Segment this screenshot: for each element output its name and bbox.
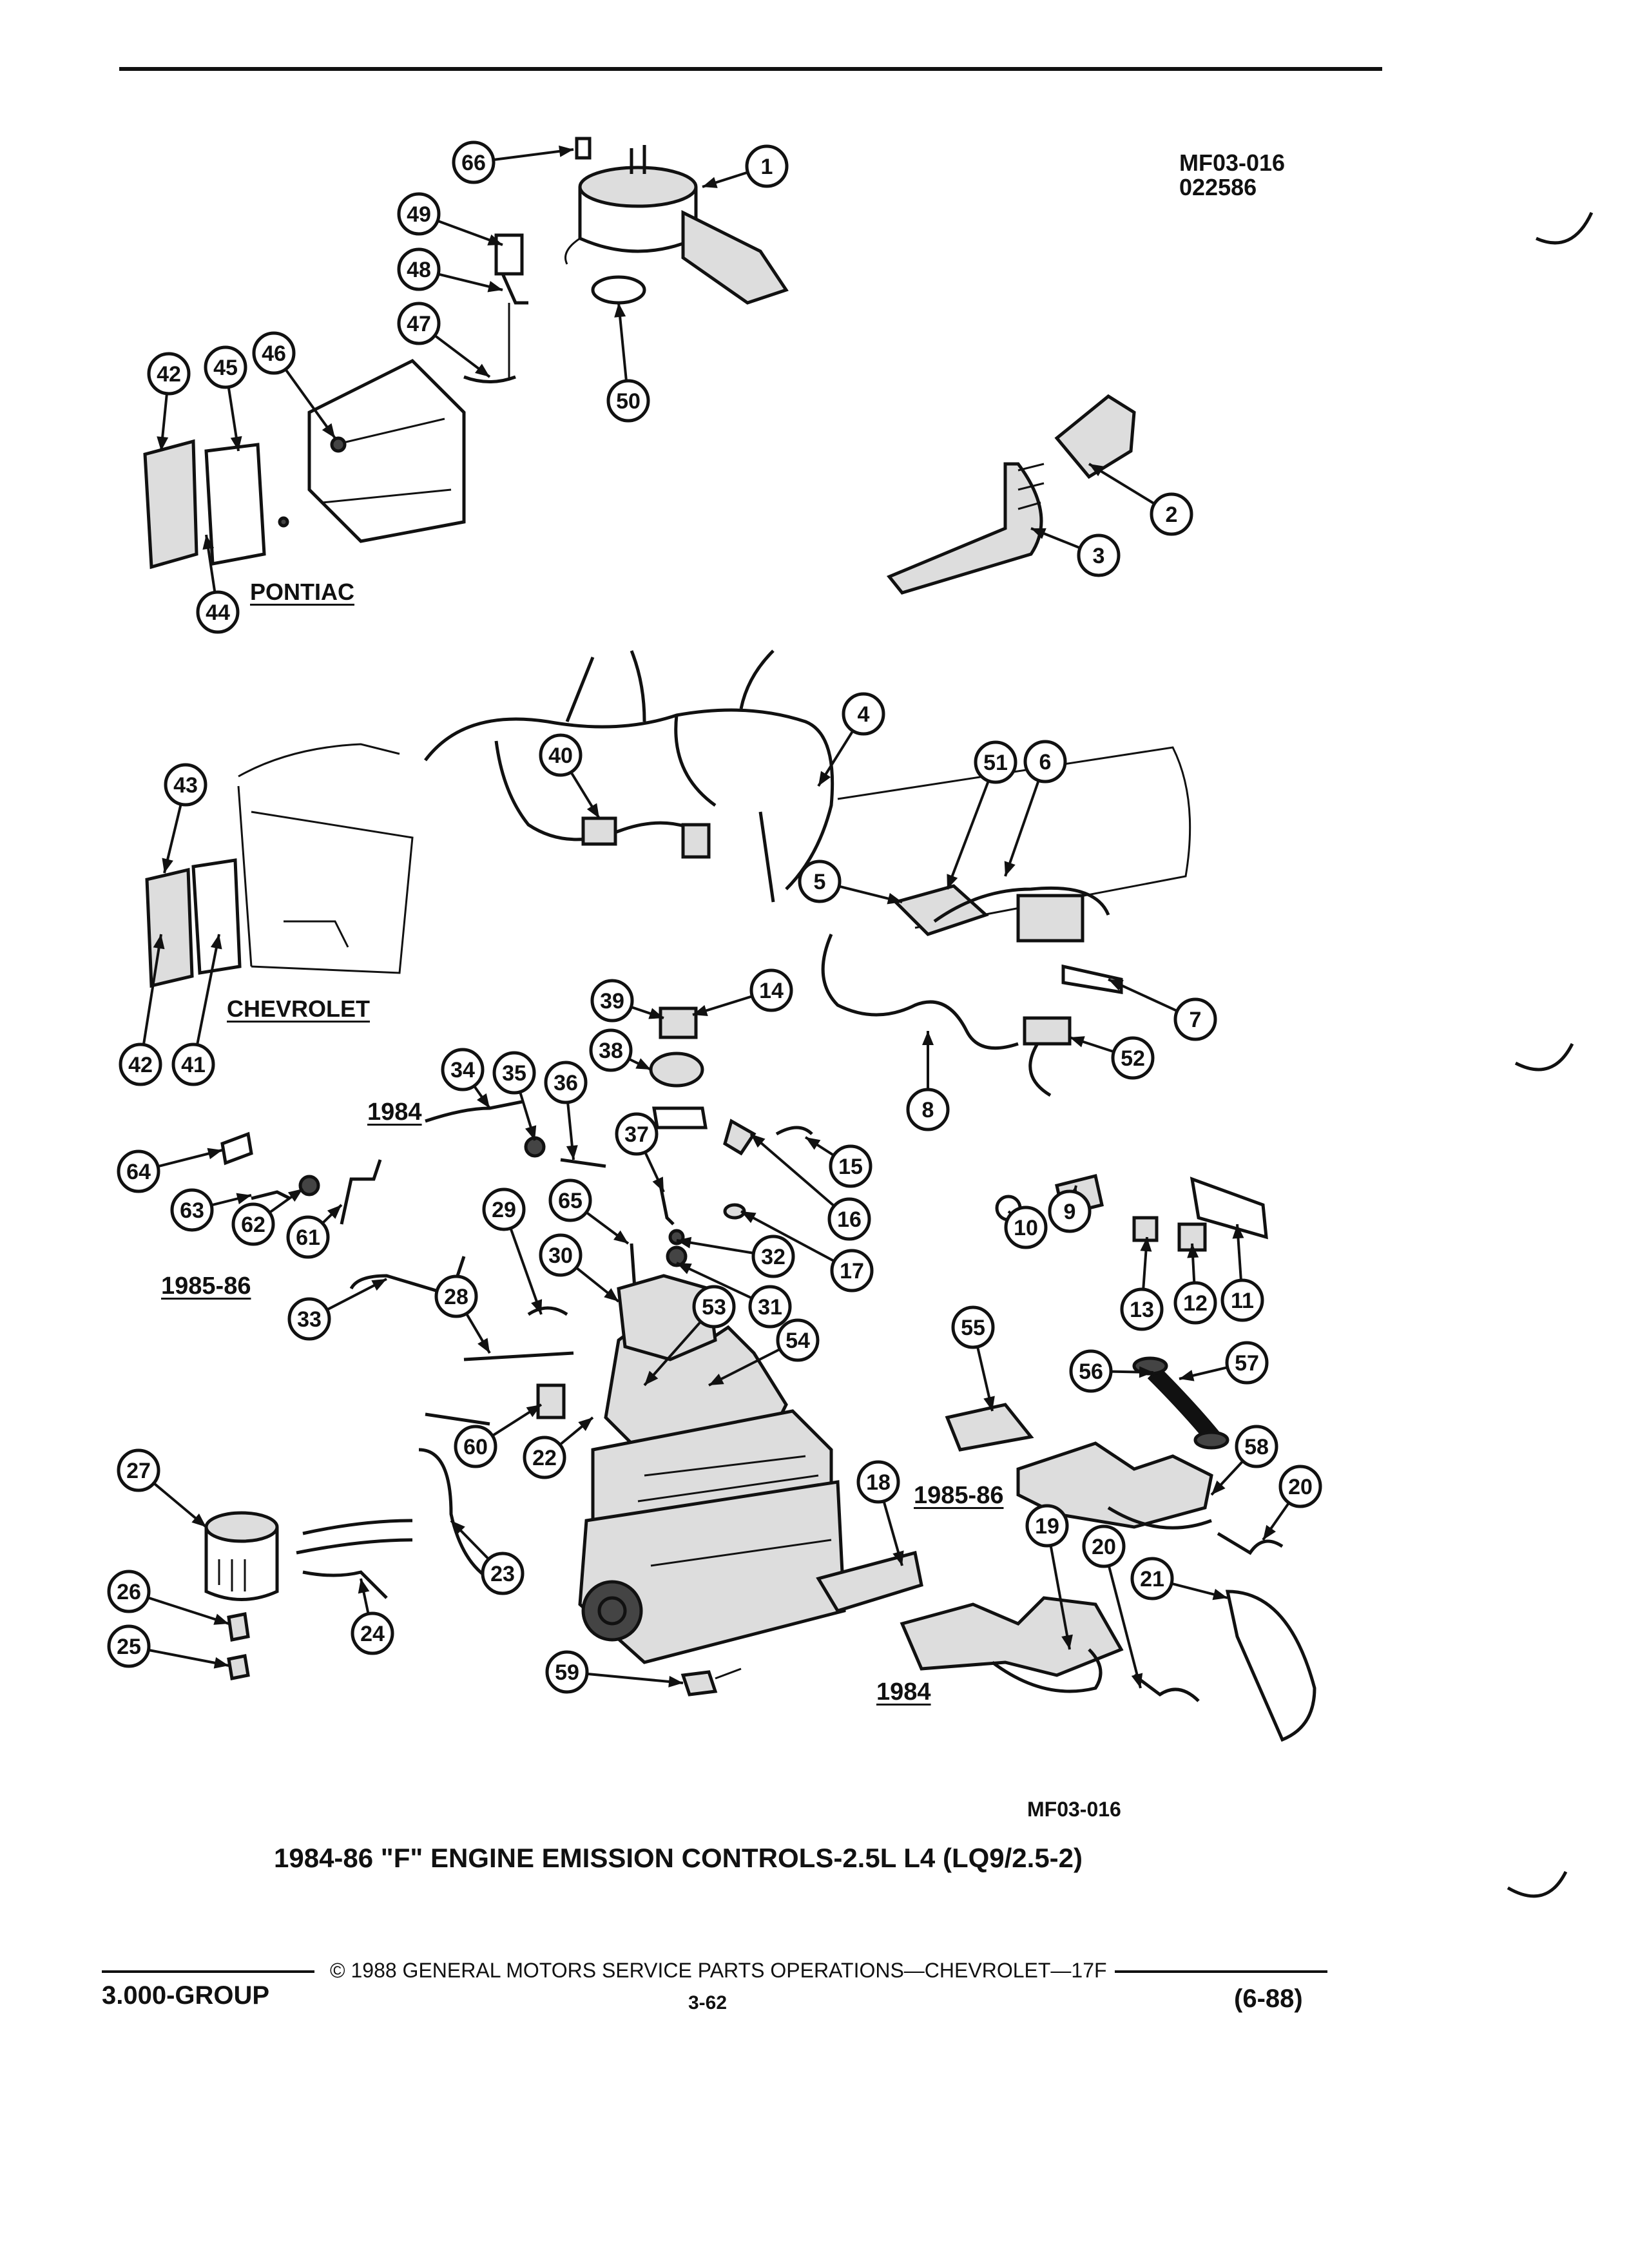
callout-number: 19 [1035,1514,1059,1539]
date-code-header: 022586 [1179,174,1257,200]
callout-14 [751,970,791,1010]
hose-fittings-drawing [660,1121,812,1224]
fittings-25-26-drawing [229,1614,248,1678]
pontiac-ecm-drawing [145,361,464,567]
callout-27 [119,1450,159,1490]
callout-49 [399,194,439,234]
year-1985-86-left-label: 1985-86 [161,1273,251,1300]
footer-rule-left [102,1970,314,1973]
callout-22 [525,1437,564,1477]
callout-number: 20 [1092,1535,1116,1559]
callout-number: 61 [296,1225,320,1250]
canister-drawing [206,1513,277,1600]
callout-number: 39 [600,989,624,1014]
year-1984-upper-label: 1984 [367,1099,422,1126]
callout-number: 35 [502,1061,526,1086]
callout-number: 11 [1231,1289,1254,1313]
leader-arrow-40 [587,803,599,818]
callout-59 [547,1652,587,1692]
leader-arrow-1 [702,177,718,188]
callout-number: 7 [1189,1008,1202,1032]
callout-number: 5 [813,870,826,894]
leader-line-6 [1005,780,1039,876]
footer-rule-right [1115,1970,1327,1973]
callout-2 [1152,494,1191,534]
callout-54 [778,1320,818,1360]
callout-8 [908,1090,948,1129]
callout-48 [399,249,439,289]
callout-53 [694,1287,734,1327]
callout-number: 49 [407,202,431,227]
callout-number: 56 [1079,1360,1103,1384]
callout-number: 34 [450,1058,475,1082]
footer-copyright: © 1988 GENERAL MOTORS SERVICE PARTS OPERATIONS—CHEVROLET—17F [330,1959,1107,1982]
callout-39 [592,981,632,1021]
callout-42 [149,354,189,394]
callout-number: 17 [840,1259,864,1283]
callout-25 [109,1626,149,1666]
callout-41 [173,1044,213,1084]
callout-11 [1222,1280,1262,1320]
callout-number: 18 [866,1470,891,1495]
callout-5 [800,861,840,901]
caption-title: 1984-86 "F" ENGINE EMISSION CONTROLS-2.5L L4 (LQ9/2.5-2) [274,1843,1083,1873]
callout-number: 42 [128,1053,153,1077]
callout-60 [456,1427,496,1466]
callout-10 [1006,1207,1046,1247]
callout-63 [172,1190,212,1230]
callout-21 [1132,1559,1172,1599]
caption-figure-code: MF03-016 [1027,1798,1121,1821]
callout-52 [1113,1038,1153,1078]
leader-line-41 [197,934,219,1045]
callout-number: 45 [213,356,238,380]
leader-arrow-62 [288,1189,303,1202]
callout-15 [831,1146,871,1186]
callout-number: 24 [360,1622,385,1646]
callout-3 [1079,535,1119,575]
callout-number: 65 [558,1189,583,1213]
callout-42 [120,1044,160,1084]
callout-number: 20 [1288,1475,1313,1499]
callout-number: 27 [126,1459,151,1483]
callout-4 [843,694,883,734]
callout-51 [976,742,1016,782]
callout-50 [608,381,648,421]
callout-number: 6 [1039,750,1052,774]
callout-number: 4 [857,702,870,727]
egr-valve-drawing [651,1008,706,1128]
callout-34 [443,1050,483,1090]
callout-number: 12 [1183,1291,1208,1316]
year-1984-lower-label: 1984 [876,1678,931,1706]
callout-number: 8 [921,1098,934,1122]
callout-number: 63 [180,1198,204,1223]
leader-arrow-20 [1263,1525,1276,1540]
callout-46 [254,333,294,373]
leader-arrow-8 [922,1031,934,1045]
callout-43 [166,765,206,805]
callout-number: 9 [1063,1200,1076,1224]
callout-7 [1175,999,1215,1039]
leader-line-16 [751,1134,834,1206]
leader-line-51 [947,781,988,889]
callout-16 [829,1199,869,1239]
callout-number: 22 [532,1446,557,1470]
wiring-harness-drawing [425,651,833,902]
callout-number: 16 [837,1207,862,1232]
callout-28 [436,1276,476,1316]
callout-number: 14 [759,979,784,1003]
leader-arrow-6 [1005,861,1016,876]
leader-line-59 [587,1674,683,1683]
engine-block-drawing [580,1314,844,1662]
leader-arrow-34 [477,1093,490,1108]
callout-number: 60 [463,1435,488,1459]
callout-13 [1122,1289,1162,1329]
callout-number: 47 [407,312,431,336]
callout-19 [1027,1506,1067,1546]
callout-33 [289,1299,329,1339]
callout-18 [858,1462,898,1502]
leader-arrow-25 [214,1657,229,1669]
callout-62 [233,1204,273,1244]
callout-number: 1 [760,155,773,179]
callout-38 [591,1030,631,1070]
callout-26 [109,1571,149,1611]
callout-number: 57 [1235,1351,1259,1376]
leader-arrow-31 [677,1263,692,1274]
callout-number: 29 [492,1198,516,1222]
callout-number: 48 [407,258,431,282]
callout-23 [483,1553,523,1593]
callout-number: 32 [761,1245,786,1269]
callout-56 [1071,1351,1111,1391]
callout-45 [206,347,246,387]
callout-36 [546,1062,586,1102]
callout-17 [832,1251,872,1291]
callout-number: 13 [1130,1298,1154,1322]
callout-number: 46 [262,341,286,366]
leader-arrow-28 [477,1338,490,1353]
callout-number: 15 [838,1155,863,1179]
callout-number: 28 [444,1285,468,1309]
callout-35 [494,1053,534,1093]
callout-20 [1280,1466,1320,1506]
callout-64 [119,1151,159,1191]
pontiac-label: PONTIAC [250,579,354,605]
callout-37 [617,1114,657,1154]
sensor-59-drawing [683,1669,741,1695]
callout-number: 62 [241,1213,265,1237]
callout-number: 66 [461,151,486,175]
callout-number: 41 [181,1053,206,1077]
callout-number: 43 [173,773,198,798]
callout-30 [541,1235,581,1275]
callout-40 [541,735,581,775]
callout-1 [747,146,787,186]
callout-number: 37 [624,1122,649,1147]
callout-57 [1227,1343,1267,1383]
callout-number: 40 [548,744,573,768]
leader-arrow-46 [322,423,335,438]
callout-9 [1050,1191,1090,1231]
year-1985-86-right-label: 1985-86 [914,1482,1004,1509]
callout-number: 25 [117,1635,141,1659]
callout-number: 54 [786,1329,810,1353]
bracket-set-drawing [1134,1179,1266,1250]
callout-number: 51 [983,751,1008,775]
callout-31 [750,1287,790,1327]
callout-number: 64 [126,1160,151,1184]
footer-page-number: 3-62 [688,1992,728,2013]
callout-66 [454,142,494,182]
gasket-drawing [593,277,644,303]
footer-revision: (6-88) [1234,1984,1303,2013]
callout-number: 33 [297,1307,322,1332]
callout-6 [1025,742,1065,782]
callout-65 [550,1180,590,1220]
binder-marks [1508,213,1592,1896]
leader-arrow-66 [559,146,574,157]
callout-number: 52 [1121,1046,1145,1071]
callout-number: 59 [555,1660,579,1685]
leader-arrow-41 [211,934,222,949]
leader-arrow-26 [213,1614,229,1625]
callout-number: 50 [616,389,641,414]
callout-number: 44 [206,601,230,625]
chevrolet-label: CHEVROLET [227,995,371,1022]
leader-arrow-52 [1070,1036,1085,1047]
callout-number: 23 [490,1562,515,1586]
callout-number: 55 [961,1316,985,1340]
callout-number: 42 [157,362,181,387]
figure-code-header: MF03-016 [1179,149,1286,176]
callout-44 [198,592,238,632]
callout-number: 31 [758,1295,782,1320]
callout-29 [484,1189,524,1229]
leader-arrow-15 [805,1137,820,1149]
callout-47 [399,303,439,343]
footer-group: 3.000-GROUP [102,1981,270,2010]
callout-number: 2 [1165,503,1178,527]
callout-number: 21 [1140,1567,1164,1591]
leader-arrow-4 [818,771,831,786]
leader-arrow-65 [613,1231,628,1244]
callout-number: 3 [1092,544,1105,568]
callout-number: 53 [702,1295,726,1320]
callout-32 [753,1236,793,1276]
callout-58 [1237,1427,1277,1466]
leader-arrow-37 [653,1177,664,1192]
callout-number: 26 [117,1580,141,1604]
callout-12 [1175,1283,1215,1323]
callout-number: 36 [554,1071,578,1095]
callout-61 [288,1217,328,1257]
callout-number: 10 [1014,1216,1038,1240]
callout-24 [352,1613,392,1653]
callout-number: 30 [548,1244,573,1268]
callout-55 [953,1307,993,1347]
callout-number: 38 [599,1039,623,1063]
callout-20 [1084,1526,1124,1566]
leader-arrow-47 [475,364,490,377]
callout-number: 58 [1244,1435,1269,1459]
